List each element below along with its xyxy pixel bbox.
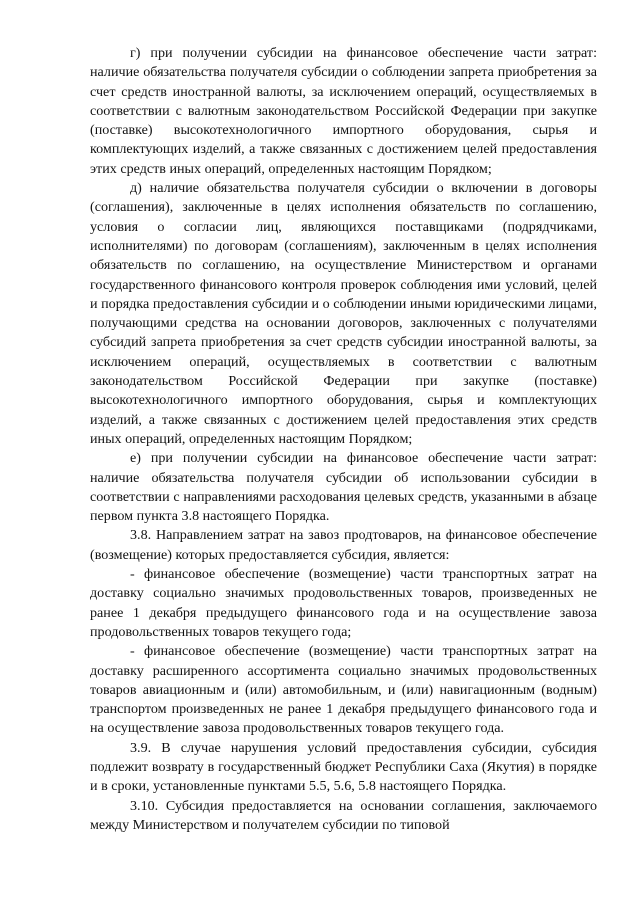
paragraph-e: е) при получении субсидии на финансовое обеспечение части затрат: наличие обязательства получателя субсидии об использовании субсидии в соответствии с направлениями расходования целевых средств, указанными в абзаце первом пункта 3.8 настоящего Порядка. [90, 450, 597, 525]
paragraph-d: д) наличие обязательства получателя субсидии о включении в договоры (соглашения), заключенные в целях исполнения обязательств по соглашению, условия о согласии лиц, являющихся поставщиками (подрядчиками, исполнителями) по договорам (соглашениям), заключенным в целях исполнения обязательств по соглашению, на осуществление Министерством и органами государственного финансового контроля проверок соблюдения ими условий, целей и порядка предоставления субсидии и о соблюдении иными юридическими лицами, получающими средства на основании договоров, заключенных с получателями субсидий запрета приобретения за счет средств субсидии иностранной валюты, за исключением операций, осуществляемых в соответствии с валютным законодательством Российской Федерации при закупке (поставке) высокотехнологичного импортного оборудования, сырья и комплектующих изделий, а также связанных с достижением целей предоставления этих средств иных операций, определенных настоящим Порядком; [90, 180, 597, 447]
paragraph-g: г) при получении субсидии на финансовое обеспечение части затрат: наличие обязательства получателя субсидии о соблюдении запрета приобретения за счет средств иностранной валюты, за исключением операций, осуществляемых в соответствии с валютным законодательством Российской Федерации при закупке (поставке) высокотехнологичного импортного оборудования, сырья и комплектующих изделий, а также связанных с достижением целей предоставления этих средств иных операций, определенных настоящим Порядком; [90, 45, 597, 177]
paragraph-3-8: 3.8. Направлением затрат на завоз продтоваров, на финансовое обеспечение (возмещение) которых предоставляется субсидия, является: [90, 527, 597, 563]
document-body [90, 44, 597, 835]
list-item-3-8-first: - финансовое обеспечение (возмещение) части транспортных затрат на доставку социально значимых продовольственных товаров, произведенных не ранее 1 декабря предыдущего финансового года и на осуществление завоза продовольственных товаров текущего года; [90, 566, 597, 640]
paragraph-3-10: 3.10. Субсидия предоставляется на основании соглашения, заключаемого между Министерством и получателем субсидии по типовой [90, 797, 597, 833]
paragraph-3-9: 3.9. В случае нарушения условий предоставления субсидии, субсидия подлежит возврату в государственный бюджет Республики Саха (Якутия) в порядке и в сроки, установленные пунктами 5.5, 5.6, 5.8 настоящего Порядка. [90, 739, 597, 795]
list-item-3-8-second: - финансовое обеспечение (возмещение) части транспортных затрат на доставку расширенного ассортимента социально значимых продовольственных товаров авиационным и (или) автомобильным, и (или) навигационным (водным) транспортом произведенных не ранее 1 декабря предыдущего финансового года и на осуществление завоза продовольственных товаров текущего года. [90, 643, 597, 737]
